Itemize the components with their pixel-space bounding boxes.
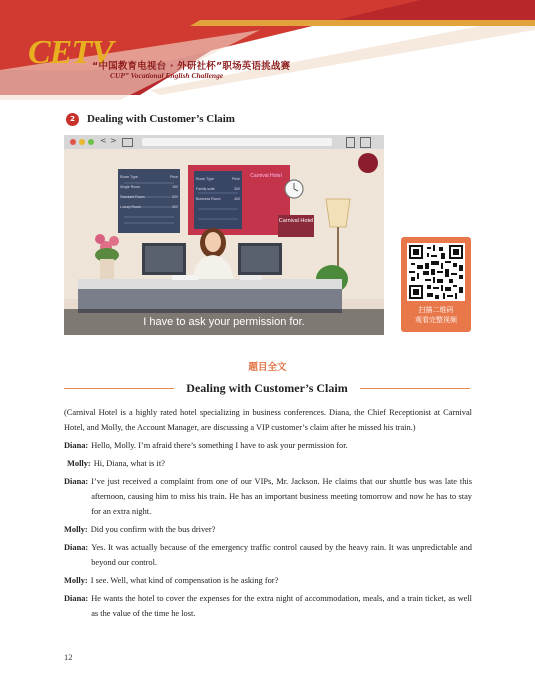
dialogue-turn <box>64 522 472 537</box>
qr-caption <box>401 305 471 325</box>
utterance: Did you confirm with the bus driver? <box>90 525 216 534</box>
board-poster-text: Carnival Hotel <box>250 173 282 179</box>
board-left-row: Luxury Room <box>120 205 141 209</box>
board-left <box>120 172 178 212</box>
utterance: I’ve just received a complaint from one of our VIPs, Mr. Jackson. He claims that our shuttle bus was late this afternoon, causing him to miss his train. He has an important business meeting tomorrow and now he has to stay for an extra night. <box>91 477 472 516</box>
qr-pattern <box>407 243 465 301</box>
dialogue-turn <box>64 456 472 471</box>
board-right-row: Family suite <box>196 187 215 191</box>
heading-rule-right <box>360 388 470 389</box>
back-icon: < <box>100 136 107 145</box>
qr-caption-line2: 观看完整视频 <box>415 316 457 324</box>
utterance: Hi, Diana, what is it? <box>93 459 165 468</box>
speaker-name: Diana: <box>64 594 89 603</box>
section-heading <box>66 112 235 126</box>
page-number: 12 <box>64 652 73 662</box>
dialogue-body <box>64 405 472 621</box>
section-title: Dealing with Customer’s Claim <box>87 113 235 125</box>
section-number-badge: 2 <box>66 113 79 126</box>
video-screenshot[interactable] <box>64 135 384 335</box>
board-right-value: 400 <box>234 197 240 201</box>
dialogue-turn <box>64 540 472 570</box>
dialogue-turn <box>64 591 472 621</box>
dialogue-turn <box>64 474 472 519</box>
header-banner <box>0 0 535 100</box>
competition-subtitle: CUP” Vocational English Challenge <box>110 71 224 80</box>
board-left-value: 200 <box>172 195 178 199</box>
board-left-header-price: Price <box>170 175 178 179</box>
video-subtitle: I have to ask your permission for. <box>64 309 384 335</box>
cetv-logo: CETV <box>28 34 113 71</box>
speaker-name: Molly: <box>64 525 88 534</box>
speaker-name: Diana: <box>64 477 89 486</box>
board-right-value: 300 <box>234 187 240 191</box>
board-right <box>196 174 240 204</box>
board-right-header-price: Price <box>232 177 240 181</box>
speaker-name: Molly: <box>64 576 88 585</box>
utterance: Yes. It was actually because of the emergency traffic control caused by the heavy rain. It was unpredictable and beyond our control. <box>91 543 472 567</box>
speaker-name: Diana: <box>64 543 89 552</box>
board-left-header-type: Room Type <box>120 175 138 179</box>
forward-icon: > <box>110 136 117 145</box>
board-right-row: Business Room <box>196 197 221 201</box>
fulltext-en-heading: Dealing with Customer’s Claim <box>186 380 348 395</box>
qr-caption-line1: 扫描二维码 <box>418 306 454 314</box>
speaker-name: Molly: <box>67 459 91 468</box>
heading-rule-left <box>64 388 174 389</box>
wall-sign-text: Carnival Hotel <box>278 218 314 224</box>
board-left-row: Standard Room <box>120 195 145 199</box>
dialogue-turn <box>64 573 472 588</box>
dialogue-turn <box>64 438 472 453</box>
board-left-value: 100 <box>172 185 178 189</box>
qr-code-card[interactable] <box>401 237 471 332</box>
board-left-row: Single Room <box>120 185 141 189</box>
utterance: He wants the hotel to cover the expenses for the extra night of accommodation, meals, and a train ticket, as well as the value of the time he lost. <box>91 594 472 618</box>
board-right-header-type: Room Type <box>196 177 214 181</box>
competition-title: “中国教育电视台 · 外研社杯”职场英语挑战赛 <box>92 61 291 72</box>
fulltext-heading-row <box>64 380 470 396</box>
speaker-name: Diana: <box>64 441 89 450</box>
fulltext-cn-heading: 题目全文 <box>248 362 287 373</box>
utterance: Hello, Molly. I’m afraid there’s something I have to ask your permission for. <box>91 441 348 450</box>
utterance: I see. Well, what kind of compensation is he asking for? <box>90 576 279 585</box>
video-scene <box>64 135 384 335</box>
qr-code-icon <box>407 243 465 301</box>
scene-intro: (Carnival Hotel is a highly rated hotel specializing in business conferences. Diana, the Chief Receptionist at Carnival Hotel, and Molly, the Account Manager, are discussing a VIP customer’s claim after he missed his train.) <box>64 408 472 432</box>
board-left-value: 300 <box>172 205 178 209</box>
